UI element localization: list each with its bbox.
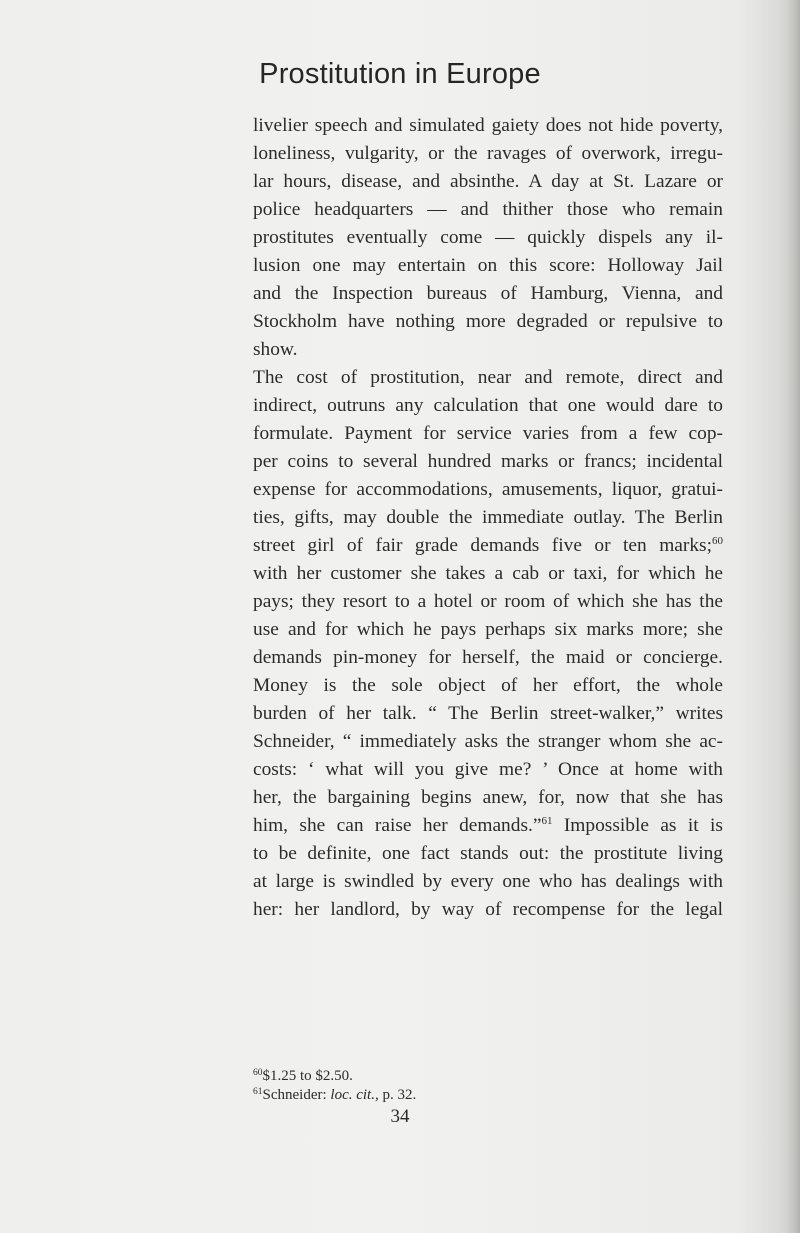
footnote-page: p. 32. [382, 1087, 417, 1103]
text-line-with-ref [253, 812, 723, 840]
footnote-60 [253, 1067, 723, 1086]
text-line: to be definite, one fact stands out: the prostitute living [253, 843, 723, 864]
text-line: lar hours, disease, and absinthe. A day at St. Lazare or [253, 171, 723, 192]
page-number: 34 [390, 1106, 410, 1127]
text-segment: Impossible as it is [563, 815, 723, 836]
text-line: use and for which he pays perhaps six marks more; she [253, 619, 723, 640]
text-line: livelier speech and simulated gaiety does not hide poverty, [253, 115, 723, 136]
text-line: burden of her talk. “ The Berlin street-walker,” writes [253, 703, 723, 724]
text-line: and the Inspection bureaus of Hamburg, Vienna, and [253, 283, 723, 304]
text-line: pays; they resort to a hotel or room of which she has the [253, 591, 723, 612]
footnotes [253, 1067, 723, 1105]
footnote-marker: 61 [253, 1087, 263, 1097]
text-segment: street girl of fair grade demands five or ten marks; [253, 535, 712, 556]
footnote-work: loc. cit., [330, 1087, 379, 1103]
text-line: indirect, outruns any calculation that one would dare to [253, 395, 723, 416]
text-line: loneliness, vulgarity, or the ravages of overwork, irregu- [253, 143, 723, 164]
text-line-with-ref [253, 532, 723, 560]
text-line: demands pin-money for herself, the maid or concierge. [253, 647, 723, 668]
body-text [253, 112, 723, 924]
text-line: formulate. Payment for service varies from a few cop- [253, 423, 723, 444]
text-line: per coins to several hundred marks or francs; incidental [253, 451, 723, 472]
paragraph-start-line: The cost of prostitution, near and remote, direct and [253, 367, 723, 388]
text-segment: him, she can raise her demands.” [253, 815, 542, 836]
text-line: ties, gifts, may double the immediate outlay. The Berlin [253, 507, 723, 528]
text-line: at large is swindled by every one who has dealings with [253, 871, 723, 892]
text-line: costs: ‘ what will you give me? ’ Once at home with [253, 759, 723, 780]
footnote-61 [253, 1086, 723, 1105]
running-head: Prostitution in Europe [259, 58, 541, 90]
footnote-ref-61: 61 [541, 815, 553, 827]
text-line: expense for accommodations, amusements, liquor, gratui- [253, 479, 723, 500]
footnote-author: Schneider: [262, 1087, 327, 1103]
text-line: show. [253, 339, 298, 360]
text-line: Schneider, “ immediately asks the stranger whom she ac- [253, 731, 723, 752]
text-line: lusion one may entertain on this score: Holloway Jail [253, 255, 723, 276]
text-line: with her customer she takes a cab or taxi, for which he [253, 563, 723, 584]
text-line: her, the bargaining begins anew, for, now that she has [253, 787, 723, 808]
text-line: police headquarters — and thither those who remain [253, 199, 723, 220]
footnote-ref-60: 60 [712, 535, 723, 547]
footnote-marker: 60 [253, 1068, 263, 1078]
footnote-text: $1.25 to $2.50. [262, 1068, 353, 1084]
text-line: her: her landlord, by way of recompense for the legal [253, 899, 723, 920]
text-line: Money is the sole object of her effort, the whole [253, 675, 723, 696]
text-line: prostitutes eventually come — quickly dispels any il- [253, 227, 723, 248]
page-edge-shadow [786, 0, 800, 1233]
text-line: Stockholm have nothing more degraded or repulsive to [253, 311, 723, 332]
